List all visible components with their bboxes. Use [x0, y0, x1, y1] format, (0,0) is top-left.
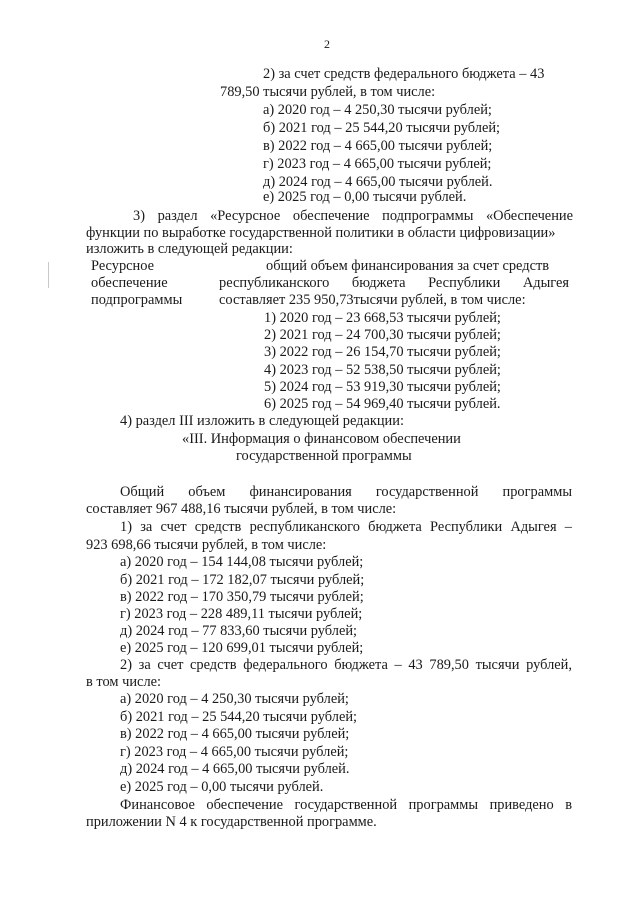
federal-budget-line-2: 789,50 тысячи рублей, в том числе: — [220, 84, 436, 100]
resource-text: республиканского бюджета Республики Адыгея — [219, 275, 569, 291]
resource-item: 4) 2023 год – 52 538,50 тысячи рублей; — [264, 362, 501, 378]
federal-item: б) 2021 год – 25 544,20 тысячи рублей; — [263, 120, 501, 136]
republic-item: б) 2021 год – 172 182,07 тысячи рублей; — [120, 572, 365, 588]
republic-item: д) 2024 год – 77 833,60 тысячи рублей; — [120, 623, 358, 639]
federal-list-item: в) 2022 год – 4 665,00 тысячи рублей; — [120, 726, 350, 742]
federal-list-item: д) 2024 год – 4 665,00 тысячи рублей. — [120, 761, 350, 777]
resource-item: 2) 2021 год – 24 700,30 тысячи рублей; — [264, 327, 501, 343]
republic-item: в) 2022 год – 170 350,79 тысячи рублей; — [120, 589, 364, 605]
federal-line-1: 2) за счет средств федерального бюджета – 43 789,50 тысячи рублей, — [120, 657, 572, 673]
closing-line-1: Финансовое обеспечение государственной программы приведено в — [120, 797, 572, 813]
republic-line-1: 1) за счет средств республиканского бюджета Республики Адыгея – — [120, 519, 572, 535]
total-line-1: Общий объем финансирования государственной программы — [120, 484, 572, 500]
section3-line-3: изложить в следующей редакции: — [86, 241, 293, 257]
federal-item: е) 2025 год – 0,00 тысячи рублей. — [263, 189, 467, 205]
section4-heading-line-1: «III. Информация о финансовом обеспечении — [182, 431, 461, 447]
section3-line-2: функции по выработке государственной политики в области цифровизации» — [86, 225, 556, 241]
federal-list-item: а) 2020 год – 4 250,30 тысячи рублей; — [120, 691, 349, 707]
federal-list-item: е) 2025 год – 0,00 тысячи рублей. — [120, 779, 324, 795]
resource-label: подпрограммы — [91, 292, 183, 308]
total-line-2: составляет 967 488,16 тысячи рублей, в том числе: — [86, 501, 397, 517]
federal-list-item: б) 2021 год – 25 544,20 тысячи рублей; — [120, 709, 358, 725]
federal-item: д) 2024 год – 4 665,00 тысячи рублей. — [263, 174, 493, 190]
margin-mark — [48, 262, 49, 288]
federal-line-2: в том числе: — [86, 674, 162, 690]
resource-label: обеспечение — [91, 275, 168, 291]
resource-text: общий объем финансирования за счет средств — [266, 258, 550, 274]
resource-item: 6) 2025 год – 54 969,40 тысячи рублей. — [264, 396, 501, 412]
republic-item: г) 2023 год – 228 489,11 тысячи рублей; — [120, 606, 363, 622]
federal-budget-line-1: 2) за счет средств федерального бюджета – 43 — [263, 66, 545, 82]
section4-intro: 4) раздел III изложить в следующей редакции: — [120, 413, 404, 429]
closing-line-2: приложении N 4 к государственной программе. — [86, 814, 377, 830]
federal-item: г) 2023 год – 4 665,00 тысячи рублей; — [263, 156, 492, 172]
republic-item: а) 2020 год – 154 144,08 тысячи рублей; — [120, 554, 364, 570]
republic-item: е) 2025 год – 120 699,01 тысячи рублей; — [120, 640, 364, 656]
section4-heading-line-2: государственной программы — [236, 448, 412, 464]
resource-item: 1) 2020 год – 23 668,53 тысячи рублей; — [264, 310, 501, 326]
resource-item: 5) 2024 год – 53 919,30 тысячи рублей; — [264, 379, 501, 395]
resource-item: 3) 2022 год – 26 154,70 тысячи рублей; — [264, 344, 501, 360]
federal-item: в) 2022 год – 4 665,00 тысячи рублей; — [263, 138, 493, 154]
republic-line-2: 923 698,66 тысячи рублей, в том числе: — [86, 537, 327, 553]
federal-list-item: г) 2023 год – 4 665,00 тысячи рублей; — [120, 744, 349, 760]
resource-label: Ресурсное — [91, 258, 154, 274]
resource-text: составляет 235 950,73тысячи рублей, в том числе: — [219, 292, 526, 308]
federal-item: а) 2020 год – 4 250,30 тысячи рублей; — [263, 102, 492, 118]
section3-line-1: 3) раздел «Ресурсное обеспечение подпрограммы «Обеспечение — [133, 208, 573, 224]
page-number: 2 — [324, 37, 330, 51]
